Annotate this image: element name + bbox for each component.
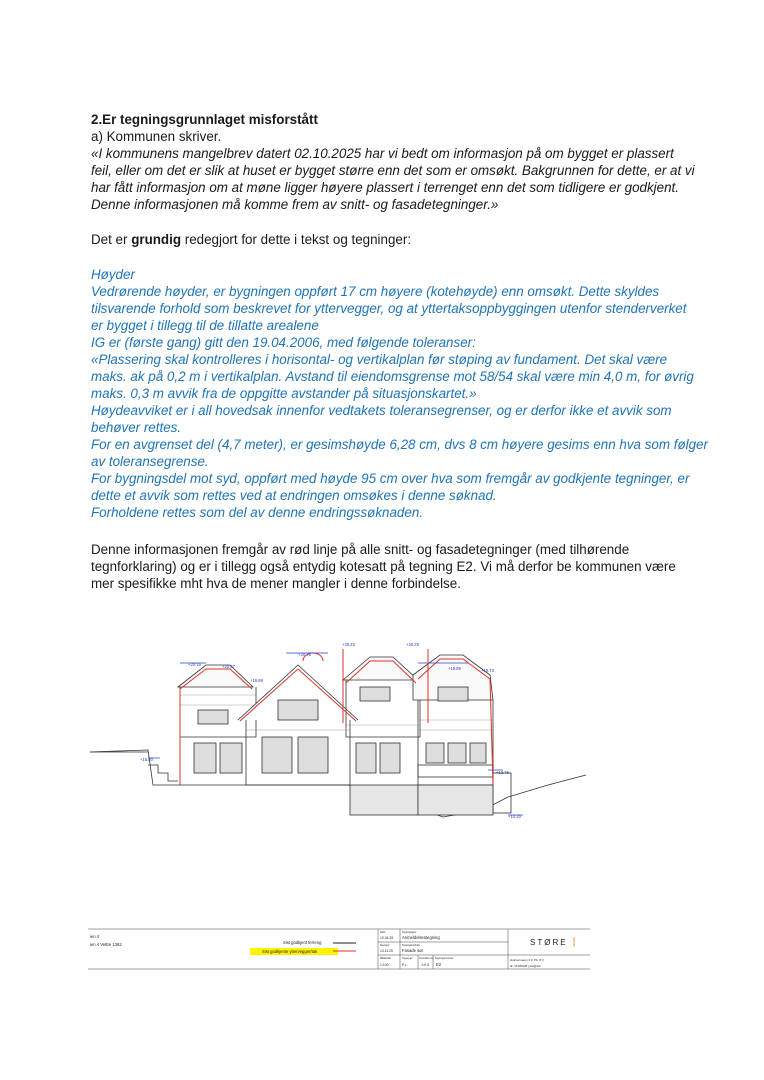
kontrollert-value: J.H.S: [421, 963, 430, 967]
stair: [148, 765, 178, 781]
stone-foundation: [418, 785, 493, 815]
dormer-window: [360, 687, 390, 701]
quote-line: Denne informasjonen må komme frem av snitt- og fasadetegninger.»: [91, 197, 499, 212]
blue-line: maks. 0,3 m avvik fra de oppgitte avstander på situasjonskartet.»: [91, 386, 477, 401]
window: [380, 743, 400, 773]
tegnet-value: P.L.: [402, 963, 408, 967]
blue-line: er bygget i tillegg til de tillatte arealene: [91, 318, 319, 333]
window: [356, 743, 376, 773]
level-label: +25.25: [406, 642, 419, 647]
tegnet-label: Tegnet av:: [402, 957, 414, 960]
blue-line: maks. ak på 0,2 m i vertikalplan. Avstand til eiendomsgrense mot 58/54 skal være min 4,0 m, for øvrig: [91, 369, 694, 384]
legend-walls: Sist godkjente yttervegger/tak: [262, 949, 318, 954]
kontrollert-label: Kontrollert av:: [419, 957, 434, 960]
legend-terrain: Sist godkjent terreng: [283, 940, 322, 945]
level-label: +20.07: [222, 664, 235, 669]
quote-line: har fått informasjon om at møne ligger høyere plassert i terrenget enn det som tidligere er godkjent.: [91, 180, 679, 195]
level-label: +25.45: [342, 642, 355, 647]
terrain-line: [90, 750, 586, 817]
roof-mid: [343, 657, 418, 680]
level-label: +19.89: [448, 666, 461, 671]
blue-line: dette et avvik som rettes ved at endringen omsøkes i denne søknad.: [91, 488, 497, 503]
tegningsnr-label: Tegningsnummer:: [435, 957, 455, 960]
wall-right: [418, 700, 493, 785]
blue-line: tilsvarende forhold som beskrevet for yttervegger, og at yttertaksoppbyggingen utenfor stenderverket: [91, 301, 687, 316]
blue-line: Vedrørende høyder, er bygningen oppført 17 cm høyere (kotehøyde) enn omsøkt. Dette skyldes: [91, 284, 660, 299]
window: [220, 743, 242, 773]
window: [426, 743, 444, 763]
brand-contact: tlf: 47420028 post@sto: [510, 964, 541, 968]
level-label: +15.80: [140, 757, 153, 762]
dormer-window: [198, 710, 228, 724]
final-line: tegnforklaring) og er i tillegg også entydig kotesatt på tegning E2. Vi må derfor be kommunen være: [91, 559, 676, 574]
level-label: +19.73: [481, 668, 494, 673]
tegningsinnhold-label: Tegningsinnhold:: [402, 944, 420, 947]
window: [448, 743, 466, 763]
roof-left: [178, 665, 253, 687]
window: [298, 737, 328, 773]
text-span: redegjort for dette i tekst og tegninger:: [181, 232, 412, 247]
final-line: mer spesifikke mht hva de mener mangler i denne forbindelse.: [91, 576, 461, 591]
heights-explanation: [91, 266, 708, 521]
blue-line: «Plassering skal kontrolleres i horisontal- og vertikalplan før støping av fundament. Det skal være: [91, 352, 668, 367]
tegningsinnhold-value: Fasade sør: [402, 948, 424, 953]
final-paragraph: [91, 541, 691, 592]
malestokk-value: 1:100: [380, 963, 389, 967]
dormer-window: [438, 687, 468, 701]
revisjon-value: 14.11.25: [380, 949, 393, 953]
dato-label: Dato:: [380, 931, 386, 934]
level-label: +20.76: [298, 652, 311, 657]
blue-line: IG er (første gang) gitt den 19.04.2006, med følgende toleranser:: [91, 335, 476, 350]
level-label: +10.20: [508, 814, 521, 819]
bold-word: grundig: [131, 232, 182, 247]
blue-line: Forholdene rettes som del av denne endringssøknaden.: [91, 505, 423, 520]
project-line: ien 4: [90, 934, 100, 939]
gable-window: [278, 700, 318, 720]
blue-line: For bygningsdel mot syd, oppført med høyde 95 cm over hva som fremgår av godkjente tegninger, er: [91, 471, 690, 486]
window: [194, 743, 216, 773]
title-block: [88, 928, 590, 970]
subheading-a: a) Kommunen skriver.: [91, 129, 222, 144]
blue-line: For en avgrenset del (4,7 meter), er gesimshøyde 6,28 cm, dvs 8 cm høyere gesims enn hva som følger: [91, 437, 708, 452]
dato-value: 10.04.25: [380, 936, 394, 940]
tegningstype-value: Anmeldelsestegning: [402, 935, 440, 940]
blue-line: Høydeavviket er i all hovedsak innenfor vedtakets toleransegrenser, og er derfor ikke et avvik som: [91, 403, 672, 418]
blue-line: behøver rettes.: [91, 420, 182, 435]
final-line: Denne informasjonen fremgår av rød linje på alle snitt- og fasadetegninger (med tilhørende: [91, 542, 630, 557]
section-heading: 2.Er tegningsgrunnlaget misforstått: [91, 112, 318, 127]
blue-line: Høyder: [91, 267, 135, 282]
project-line: ien 4 Vettre 1392: [90, 942, 122, 947]
quote-line: feil, eller om det er slik at huset er bygget større enn det som er omsøkt. Bakgrunnen for dette, er at vi: [91, 163, 695, 178]
redegjort-paragraph: [91, 231, 691, 248]
balcony: [418, 765, 493, 777]
level-label: +20.16: [188, 662, 201, 667]
text-span: Det er: [91, 232, 132, 247]
brand-logo: STØRE: [530, 938, 568, 947]
window: [470, 743, 486, 763]
blue-line: av toleransegrense.: [91, 454, 209, 469]
level-label: +13.76: [496, 770, 509, 775]
level-label: +19.89: [250, 678, 263, 683]
tegningsnr-value: E2: [436, 962, 442, 967]
stone-foundation: [350, 785, 418, 815]
window: [262, 737, 292, 773]
facade-drawing: [88, 625, 588, 835]
brand-address: Holmenveien 3 F, Pb. 8 V: [510, 958, 544, 962]
quote-line: «I kommunens mangelbrev datert 02.10.2025 har vi bedt om informasjon på om bygget er plassert: [91, 146, 674, 161]
tegningstype-label: Tegningstype:: [402, 931, 417, 934]
malestokk-label: Målestokk:: [380, 957, 392, 960]
municipality-quote: [91, 145, 695, 213]
revisjon-label: Revisjon:: [380, 944, 390, 947]
basement-right: [493, 773, 511, 813]
